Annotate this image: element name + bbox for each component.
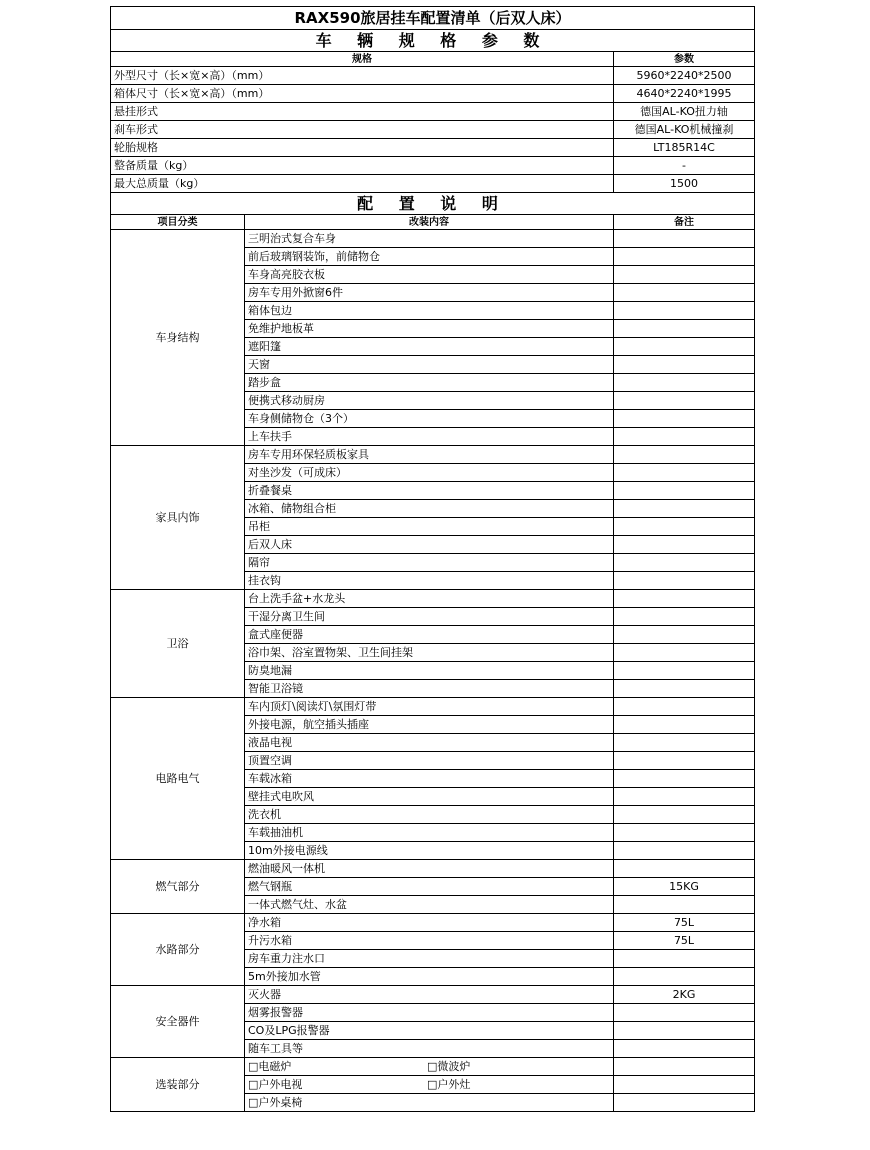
config-note <box>614 302 755 320</box>
config-note: 75L <box>614 914 755 932</box>
optional-options <box>245 1076 614 1094</box>
config-content: 燃油暖风一体机 <box>245 860 614 878</box>
category-name: 水路部分 <box>111 914 245 986</box>
config-content: 天窗 <box>245 356 614 374</box>
config-note <box>614 266 755 284</box>
config-note <box>614 698 755 716</box>
config-row <box>111 986 755 1004</box>
spec-name: 箱体尺寸（长×宽×高）（mm） <box>111 85 614 103</box>
config-note <box>614 284 755 302</box>
config-header-note: 备注 <box>614 215 755 230</box>
config-note <box>614 392 755 410</box>
config-content: 隔帘 <box>245 554 614 572</box>
config-note <box>614 770 755 788</box>
config-content: 燃气钢瓶 <box>245 878 614 896</box>
spec-value: 1500 <box>614 175 755 193</box>
title-row <box>111 7 755 30</box>
config-content: 免维护地板革 <box>245 320 614 338</box>
config-row <box>111 230 755 248</box>
optional-note <box>614 1094 755 1112</box>
config-note <box>614 320 755 338</box>
optional-checkbox[interactable]: □户外桌椅 <box>248 1095 303 1109</box>
config-table <box>110 6 755 1112</box>
config-note <box>614 644 755 662</box>
spec-header-row <box>111 52 755 67</box>
spec-name: 整备质量（kg） <box>111 157 614 175</box>
config-content: 前后玻璃钢装饰，前储物仓 <box>245 248 614 266</box>
spec-section-title: 车 辆 规 格 参 数 <box>111 30 755 52</box>
sheet-title: RAX590旅居挂车配置清单（后双人床） <box>111 7 755 30</box>
config-note <box>614 356 755 374</box>
config-note <box>614 896 755 914</box>
config-note <box>614 518 755 536</box>
config-note <box>614 1022 755 1040</box>
config-header-content: 改装内容 <box>245 215 614 230</box>
config-content: 净水箱 <box>245 914 614 932</box>
config-content: 一体式燃气灶、水盆 <box>245 896 614 914</box>
spec-value: LT185R14C <box>614 139 755 157</box>
spec-value: - <box>614 157 755 175</box>
config-content: 遮阳篷 <box>245 338 614 356</box>
config-note <box>614 482 755 500</box>
config-content: 灭火器 <box>245 986 614 1004</box>
config-note <box>614 860 755 878</box>
config-section-row <box>111 193 755 215</box>
config-note <box>614 500 755 518</box>
config-note <box>614 716 755 734</box>
config-content: 10m外接电源线 <box>245 842 614 860</box>
config-note <box>614 1004 755 1022</box>
config-content: 挂衣钩 <box>245 572 614 590</box>
spec-value: 4640*2240*1995 <box>614 85 755 103</box>
config-row <box>111 860 755 878</box>
config-note <box>614 680 755 698</box>
config-note <box>614 374 755 392</box>
spec-row <box>111 157 755 175</box>
config-note <box>614 410 755 428</box>
spec-name: 轮胎规格 <box>111 139 614 157</box>
config-content: 房车专用外掀窗6件 <box>245 284 614 302</box>
optional-checkbox[interactable]: □户外灶 <box>427 1077 471 1091</box>
config-content: 防臭地漏 <box>245 662 614 680</box>
spec-value: 5960*2240*2500 <box>614 67 755 85</box>
config-content: 房车专用环保轻质板家具 <box>245 446 614 464</box>
config-content: 盒式座便器 <box>245 626 614 644</box>
spec-value: 德国AL-KO扭力轴 <box>614 103 755 121</box>
config-note <box>614 230 755 248</box>
config-note <box>614 338 755 356</box>
config-content: 浴巾架、浴室置物架、卫生间挂架 <box>245 644 614 662</box>
config-content: 液晶电视 <box>245 734 614 752</box>
config-content: 房车重力注水口 <box>245 950 614 968</box>
category-name: 燃气部分 <box>111 860 245 914</box>
config-content: 冰箱、储物组合柜 <box>245 500 614 518</box>
config-content: 车内顶灯\阅读灯\氛围灯带 <box>245 698 614 716</box>
spec-row <box>111 103 755 121</box>
config-note <box>614 842 755 860</box>
spec-row <box>111 139 755 157</box>
config-header-row <box>111 215 755 230</box>
category-name: 车身结构 <box>111 230 245 446</box>
config-content: 车身高亮胶衣板 <box>245 266 614 284</box>
spec-section-row <box>111 30 755 52</box>
config-content: 上车扶手 <box>245 428 614 446</box>
config-note <box>614 536 755 554</box>
config-content: 随车工具等 <box>245 1040 614 1058</box>
category-name: 电路电气 <box>111 698 245 860</box>
config-content: 吊柜 <box>245 518 614 536</box>
optional-options <box>245 1094 614 1112</box>
spec-name: 刹车形式 <box>111 121 614 139</box>
config-content: 干湿分离卫生间 <box>245 608 614 626</box>
config-note <box>614 446 755 464</box>
category-name: 卫浴 <box>111 590 245 698</box>
config-content: 5m外接加水管 <box>245 968 614 986</box>
config-note <box>614 662 755 680</box>
category-name: 家具内饰 <box>111 446 245 590</box>
optional-row <box>111 1058 755 1076</box>
config-note <box>614 590 755 608</box>
config-header-category: 项目分类 <box>111 215 245 230</box>
config-note <box>614 248 755 266</box>
spec-row <box>111 67 755 85</box>
config-sheet <box>110 6 754 1112</box>
config-content: 踏步盒 <box>245 374 614 392</box>
optional-checkbox[interactable]: □电磁炉 <box>248 1059 292 1073</box>
spec-name: 最大总质量（kg） <box>111 175 614 193</box>
config-content: 折叠餐桌 <box>245 482 614 500</box>
spec-row <box>111 175 755 193</box>
config-row <box>111 698 755 716</box>
config-row <box>111 590 755 608</box>
config-note <box>614 626 755 644</box>
config-row <box>111 446 755 464</box>
spec-row <box>111 121 755 139</box>
config-content: CO及LPG报警器 <box>245 1022 614 1040</box>
config-note: 2KG <box>614 986 755 1004</box>
table-body <box>111 7 755 1112</box>
spec-name: 外型尺寸（长×宽×高）（mm） <box>111 67 614 85</box>
config-content: 箱体包边 <box>245 302 614 320</box>
spec-header-value: 参数 <box>614 52 755 67</box>
config-content: 洗衣机 <box>245 806 614 824</box>
config-note <box>614 464 755 482</box>
config-content: 车载抽油机 <box>245 824 614 842</box>
category-name: 安全器件 <box>111 986 245 1058</box>
config-note <box>614 572 755 590</box>
config-note <box>614 752 755 770</box>
config-row <box>111 914 755 932</box>
spec-value: 德国AL-KO机械撞刹 <box>614 121 755 139</box>
config-content: 便携式移动厨房 <box>245 392 614 410</box>
config-note <box>614 950 755 968</box>
config-note <box>614 968 755 986</box>
config-note <box>614 608 755 626</box>
config-note <box>614 806 755 824</box>
config-note <box>614 428 755 446</box>
config-content: 烟雾报警器 <box>245 1004 614 1022</box>
config-note <box>614 1040 755 1058</box>
spec-row <box>111 85 755 103</box>
config-content: 外接电源，航空插头插座 <box>245 716 614 734</box>
config-content: 对坐沙发（可成床） <box>245 464 614 482</box>
config-content: 台上洗手盆+水龙头 <box>245 590 614 608</box>
config-note <box>614 788 755 806</box>
optional-checkbox[interactable]: □户外电视 <box>248 1077 303 1091</box>
optional-checkbox[interactable]: □微波炉 <box>427 1059 471 1073</box>
config-note: 75L <box>614 932 755 950</box>
config-content: 三明治式复合车身 <box>245 230 614 248</box>
config-note <box>614 734 755 752</box>
config-note <box>614 824 755 842</box>
config-content: 升污水箱 <box>245 932 614 950</box>
optional-options <box>245 1058 614 1076</box>
config-content: 车载冰箱 <box>245 770 614 788</box>
config-content: 后双人床 <box>245 536 614 554</box>
config-content: 壁挂式电吹风 <box>245 788 614 806</box>
optional-note <box>614 1058 755 1076</box>
config-section-title: 配 置 说 明 <box>111 193 755 215</box>
config-content: 顶置空调 <box>245 752 614 770</box>
config-content: 智能卫浴镜 <box>245 680 614 698</box>
config-note: 15KG <box>614 878 755 896</box>
optional-note <box>614 1076 755 1094</box>
spec-header-name: 规格 <box>111 52 614 67</box>
config-content: 车身侧储物仓（3个） <box>245 410 614 428</box>
spec-name: 悬挂形式 <box>111 103 614 121</box>
config-note <box>614 554 755 572</box>
optional-category: 选装部分 <box>111 1058 245 1112</box>
